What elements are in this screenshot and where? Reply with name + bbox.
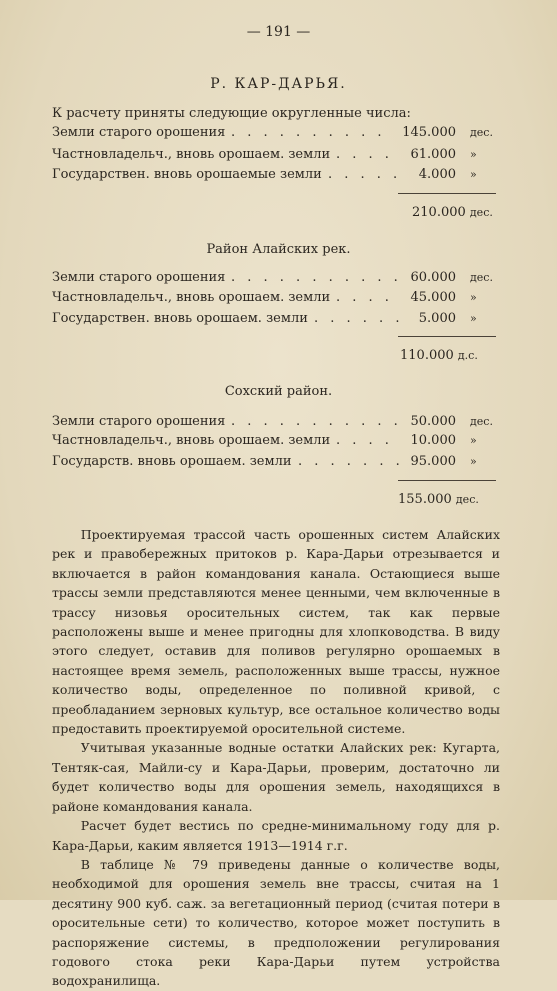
- row-unit: »: [470, 168, 477, 181]
- row-label: Государствен. вновь орошаемые земли: [52, 167, 322, 182]
- row-value: 45.000: [410, 290, 456, 305]
- row-unit: »: [470, 291, 477, 304]
- table-row: [52, 412, 492, 432]
- table-row: [52, 268, 492, 288]
- row-value: 10.000: [410, 433, 456, 448]
- row-label: Земли старого орошения: [52, 414, 226, 429]
- row-unit: »: [470, 312, 477, 325]
- total-unit: дес.: [469, 206, 493, 219]
- dot-leader: . . . . . . .: [298, 454, 404, 469]
- section-heading: Район Алайских рек.: [206, 242, 351, 257]
- table-row: [52, 123, 492, 143]
- row-unit: дес.: [470, 415, 493, 428]
- table-row: [52, 165, 492, 185]
- row-unit: »: [470, 434, 477, 447]
- row-label: Государствен. вновь орошаем. земли: [52, 311, 308, 326]
- dot-leader: . . . .: [336, 290, 393, 305]
- dot-leader: . . . . .: [328, 167, 402, 182]
- row-value: 95.000: [410, 454, 456, 469]
- row-value: 4.000: [418, 167, 456, 182]
- total-value: 210.000: [412, 205, 466, 220]
- row-unit: дес.: [470, 126, 493, 139]
- row-label: Частновладельч., вновь орошаем. земли: [52, 147, 331, 162]
- row-unit: дес.: [470, 271, 493, 284]
- row-label: Частновладельч., вновь орошаем. земли: [52, 290, 331, 305]
- dot-leader: . . . . . .: [314, 311, 404, 326]
- row-label: Земли старого орошения: [52, 125, 226, 140]
- page-number: — 191 —: [246, 24, 311, 40]
- row-value: 145.000: [402, 125, 456, 140]
- body-text: [52, 525, 500, 991]
- row-value: 5.000: [418, 311, 456, 326]
- row-label: Земли старого орошения: [52, 270, 226, 285]
- row-label: Государств. вновь орошаем. земли: [52, 454, 292, 469]
- row-value: 61.000: [410, 147, 456, 162]
- paragraph: Учитывая указанные водные остатки Алайских рек: Кугарта, Тентяк-сая, Майли-су и Кара-Дарьи, проверим, достаточно ли будет количество воды для орошения земель, находящихся в районе командования канала.: [52, 740, 500, 814]
- total-unit: дес.: [455, 493, 479, 506]
- sum-rule: [398, 480, 496, 481]
- block-total: [400, 348, 478, 363]
- paragraph: Проектируемая трассой часть орошенных систем Алайских рек и правобережных притоков р. Кара-Дарьи отрезывается и включается в район командования канала. Остающиеся выше трассы земли представляются менее ценными, чем включенные в трассу низовья оросительных систем, так как первые расположены выше и менее пригодны для хлопководства. В виду этого следует, оставив для поливов регулярно орошаемых в настоящее время земель, расположенных выше трассы, нужное количество воды, определенное по поливной кривой, с преобладанием зерновых культур, все остальное количество воды предоставить проектируемой оросительной системе.: [52, 527, 500, 737]
- dot-leader: . . . .: [336, 147, 393, 162]
- dot-leader: . . . .: [336, 433, 393, 448]
- row-label: Частновладельч., вновь орошаем. земли: [52, 433, 331, 448]
- page-title: Р. КАР-ДАРЬЯ.: [210, 76, 347, 92]
- total-value: 110.000: [400, 348, 454, 363]
- dot-leader: . . . . . . . . . . .: [231, 414, 402, 429]
- table-row: [52, 145, 492, 165]
- row-unit: »: [470, 455, 477, 468]
- paragraph: Расчет будет вестись по средне-минимальному году для р. Кара-Дарьи, каким является 1913—1914 г.г.: [52, 818, 500, 853]
- block-total: [398, 492, 479, 507]
- row-value: 50.000: [410, 414, 456, 429]
- table-row: [52, 452, 492, 472]
- paragraph: В таблице № 79 приведены данные о количестве воды, необходимой для орошения земель вне трассы, считая на 1 десятину 900 куб. саж. за вегетационный период (считая потери в оросительные сети) то количество, которое может поступить в распоряжение системы, в предположении регулирования годового стока реки Кара-Дарьи путем устройства водохранилища.: [52, 856, 500, 989]
- row-value: 60.000: [410, 270, 456, 285]
- dot-leader: . . . . . . . . . .: [231, 125, 386, 140]
- intro-line: К расчету приняты следующие округленные числа:: [52, 106, 411, 121]
- row-unit: »: [470, 148, 477, 161]
- section-heading: Сохский район.: [224, 384, 333, 399]
- sum-rule: [398, 193, 496, 194]
- total-value: 155.000: [398, 492, 452, 507]
- block-total: [412, 205, 493, 220]
- dot-leader: . . . . . . . . . . .: [231, 270, 402, 285]
- total-unit: д.с.: [457, 349, 478, 362]
- table-row: [52, 431, 492, 451]
- table-row: [52, 288, 492, 308]
- sum-rule: [398, 336, 496, 337]
- table-row: [52, 309, 492, 329]
